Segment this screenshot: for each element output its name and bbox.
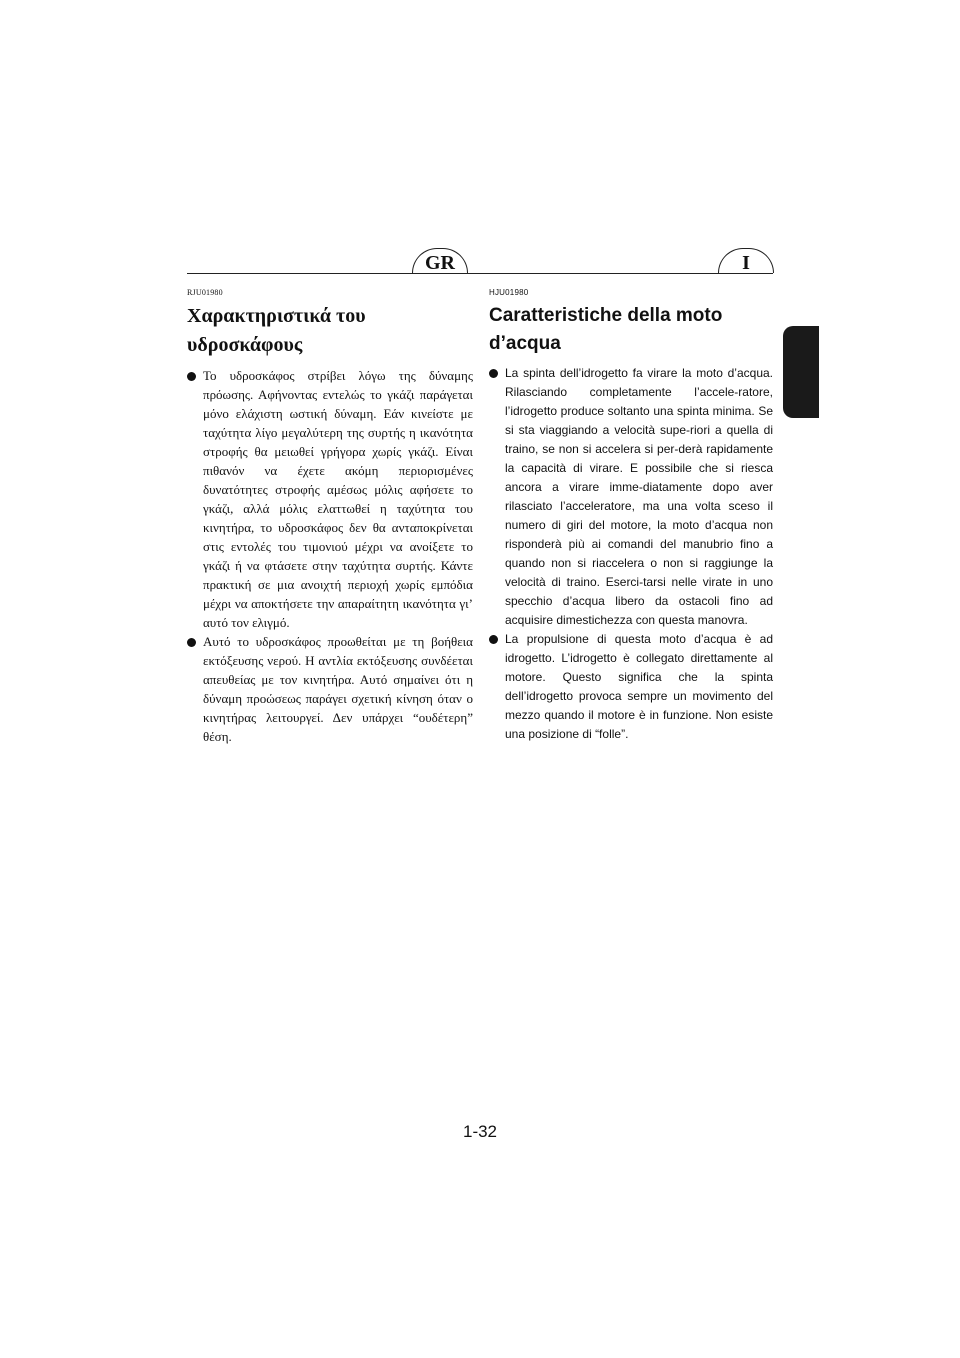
bullet-item (187, 366, 473, 632)
bullet-icon (489, 635, 498, 644)
bullet-icon (489, 369, 498, 378)
section-title: Χαρακτηριστικά του υδροσκάφους (187, 305, 366, 356)
bullet-text: La spinta dell’idrogetto fa virare la moto d’acqua. Rilasciando completamente l’accele-ratore, l’idrogetto produce soltanto una spinta minima. Se si sta viaggiando a velocità supe-riori a quella di traino, se non si accelera si per-derà rapidamente la capacità di virare. E possibile che si riesca ancora a virare imme-diatamente dopo aver rilasciato l’acceleratore, ma una volta sceso il numero di giri del motore, la moto d’acqua non risponderà più ai comandi del manubrio fino a quando non si riaccelera o non si raggiunge la velocità di traino. Eserci-tarsi nelle virate in uno specchio d’acqua libero da ostacoli fino ad acquisire dimestichezza con questa manovra. (505, 366, 773, 627)
bullet-item (489, 630, 773, 744)
bullet-item (187, 632, 473, 746)
section-code: RJU01980 (187, 288, 223, 297)
header-rule (187, 273, 773, 274)
bullet-list (187, 366, 473, 746)
section-title: Caratteristiche della moto d’acqua (489, 305, 723, 354)
language-badge-gr: GR (412, 248, 468, 273)
bullet-icon (187, 638, 196, 647)
italian-column (489, 288, 773, 744)
greek-column (187, 288, 473, 746)
bullet-icon (187, 372, 196, 381)
bullet-list (489, 364, 773, 744)
page-number: 1-32 (462, 1122, 498, 1141)
bullet-text: Αυτό το υδροσκάφος προωθείται με τη βοήθεια εκτόξευσης νερού. Η αντλία εκτόξευσης συνδέεται απευθείας με τον κινητήρα. Αυτό σημαίνει ότι η δύναμη προώσεως παράγει σχετική κίνηση όταν ο κινητήρας λειτουργεί. Δεν υπάρχει “ουδέτερη” θέση. (203, 634, 473, 744)
section-code: HJU01980 (489, 288, 529, 297)
bullet-item (489, 364, 773, 630)
bullet-text: Το υδροσκάφος στρίβει λόγω της δύναμης πρόωσης. Αφήνοντας εντελώς το γκάζι παράγεται μόνο ελάχιστη ωστική δύναμη. Εάν κινείστε με ταχύτητα λίγο μεγαλύτερη της συρτής η ικανότητα στροφής θα μειωθεί γρήγορα χωρίς γκάζι. Είναι πιθανόν να έχετε ακόμη περιορισμένες δυνατότητες στροφής αμέσως μόλις αφήσετε το γκάζι, αλλά μόλις ελαττωθεί η ταχύτητα του κινητήρα, το υδροσκάφος δεν θα ανταποκρίνεται στις εντολές του τιμονιού μέχρι να ανοίξετε το γκάζι ή να φτάσετε στην ταχύτητα συρτής. Κάντε πρακτική σε μια ανοιχτή περιοχή χωρίς εμπόδια μέχρι να αποκτήσετε την απαραίτητη ικανότητα γι’ αυτό τον ελιγμό. (203, 368, 473, 630)
chapter-thumb-tab (783, 326, 819, 418)
bullet-text: La propulsione di questa moto d’acqua è ad idrogetto. L’idrogetto è collegato direttamente al motore. Questo significa che la spinta dell’idrogetto provoca sempre un movimento del mezzo quando il motore è in funzione. Non esiste una posizione di “folle”. (505, 632, 773, 741)
language-badge-it: I (718, 248, 774, 273)
